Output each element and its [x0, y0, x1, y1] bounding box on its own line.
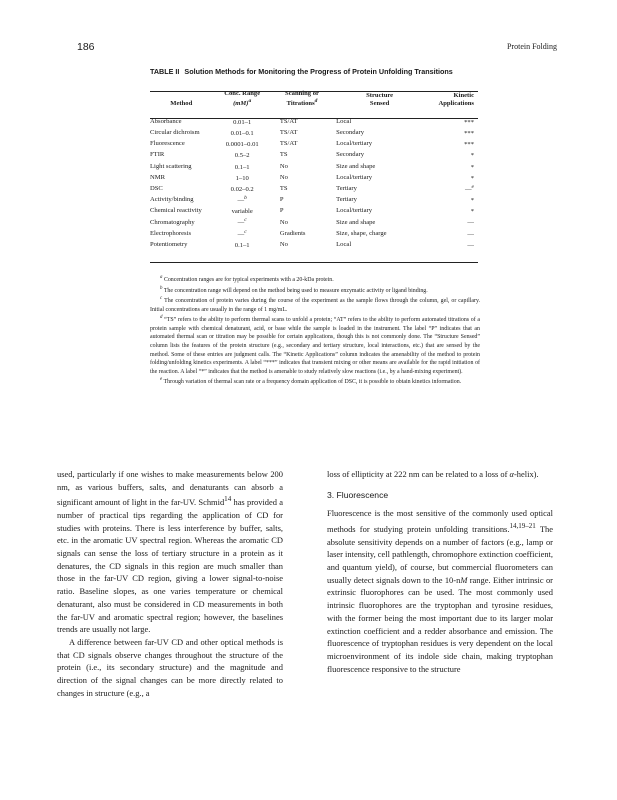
col-header-method: Method [170, 99, 193, 107]
cell-scanning: No [279, 218, 288, 226]
table-row [150, 228, 478, 239]
cell-method: Electrophoresis [150, 229, 192, 237]
cell-conc-range: —$^c$ [237, 217, 247, 227]
table-row [150, 216, 478, 227]
body-column-left [57, 468, 283, 699]
cell-structure: Local/tertiary [336, 140, 373, 148]
methods-table [150, 90, 478, 250]
cell-conc-range: 0.01–1 [233, 118, 252, 126]
cell-kinetic: —$^e$ [464, 183, 474, 194]
col-header-kinetic: Kinetic Applications [438, 92, 474, 107]
cell-kinetic: * [470, 208, 474, 216]
cell-method: Circular dichroism [150, 129, 200, 137]
body-paragraph: Fluorescence is the most sensitive of the commonly used optical methods for studying protein unfolding transitions.$^{14,19-21}$ The absolute sensitivity depends on a number of factors (e.g., lamp or laser intensity, cell pathlength, chromophore extinction coefficient, and quantum yield), of course, but commercial fluorometers can usually detect signals down to the 10-nM range. Either intrinsic or extrinsic fluorophores can be used. The most commonly used intrinsic fluorophores are the tryptophan and tyrosine residues, with the former being the most important due to its larger molar extinction coefficient and a redder absorbance and emission. The fluorescence of tryptophan residues is very dependent on the local microenvironment of its indole side chain, making tryptophan fluorescence responsive to the structure [327, 508, 553, 674]
cell-structure: Local [336, 117, 352, 125]
cell-structure: Secondary [336, 151, 364, 159]
col-header-structure: Structure Sensed [366, 92, 394, 107]
body-paragraph: used, particularly if one wishes to make measurements below 200 nm, as various buffers, salts, and denaturants can absorb a significant amount of light in the far-UV. Schmid$^{14}$ has provided a number of practical tips regarding the application of CD for studies with proteins. There is less interference by buffer, salts, etc. in the aromatic UV spectral region. Whereas the aromatic CD signals can sense the loss of tertiary structure in a protein as it denatures, the CD signals in this region are much smaller than those in the far-UV CD region, giving a lower signal-to-noise ratio. Baseline slopes, as one varies temperature or chemical denaturant, also must be considered in CD measurements in both the far-UV and aromatic spectral region; however, the baselines trends are usually not large. [57, 469, 283, 635]
table-row [150, 183, 478, 194]
cell-structure: Tertiary [336, 196, 357, 204]
cell-conc-range: 1–10 [235, 174, 249, 182]
cell-method: Chromatography [150, 218, 195, 226]
table-row [150, 149, 478, 160]
cell-method: Light scattering [150, 162, 192, 170]
table-bottom-rule [150, 262, 478, 263]
cell-scanning: No [279, 173, 288, 181]
col-header-conc-range: Conc. Range (mM)$^a$ [224, 90, 261, 107]
cell-conc-range: —$^c$ [237, 228, 247, 238]
cell-scanning: P [279, 207, 284, 215]
table-title: Solution Methods for Monitoring the Progress of Protein Unfolding Transitions [184, 67, 453, 76]
cell-structure: Tertiary [336, 185, 357, 192]
footnote: $^b$ The concentration range will depend on the method being used to measure enzymatic activity or ligand binding. [160, 285, 428, 294]
cell-structure: Local/tertiary [336, 173, 373, 181]
table-row [150, 127, 478, 138]
cell-kinetic: * [470, 174, 474, 182]
footnote: $^c$ The concentration of protein varies during the course of the experiment as the sample flows through the column, gel, or capillary. Initial concentrations are usually in the range of 1 mg/mL. [150, 296, 481, 313]
cell-kinetic: * [470, 197, 474, 205]
cell-scanning: TS [279, 185, 288, 192]
table-row [150, 205, 478, 216]
cell-scanning: Gradients [279, 229, 306, 237]
cell-kinetic: — [467, 230, 474, 238]
table-row [150, 239, 478, 250]
cell-kinetic: *** [464, 130, 474, 138]
table-row [150, 194, 478, 205]
cell-kinetic: *** [464, 118, 474, 126]
table-row [150, 161, 478, 172]
cell-method: Chemical reactivity [150, 207, 202, 215]
cell-method: Potentiometry [150, 240, 188, 248]
running-title: Protein Folding [506, 42, 557, 51]
cell-conc-range: 0.01–0.1 [230, 130, 254, 138]
cell-kinetic: * [470, 152, 474, 160]
footnote: $^a$ Concentration ranges are for typical experiments with a 20-kDa protein. [160, 275, 334, 283]
footnote: $^d$ “TS” refers to the ability to perform thermal scans to unfold a protein; “AT” refers to the ability to perform automated titrations of a protein sample with chemical denaturant, acid, or base while the sample is loaded in the instrument. The label “P” indicates that an automated thermal scan or titration may be possible for certain applications, though this is not commonly done. The “Structure Sensed” column lists the features of the protein structure (e.g., secondary and tertiary structure, local interactions, etc.) that are sensed by the method. Some of these entries are judgment calls. The “Kinetic Applications” column indicates the amenability of the method to protein folding/unfolding kinetics experiments. A label “***” indicates that transient mixing or other means are available for the rapid initiation of the reaction. A label “*” indicates that the method is amenable to study relatively slow reactions (i.e., by a hand-mixing experiment). [150, 315, 480, 375]
cell-method: Fluorescence [150, 140, 185, 148]
cell-method: Activity/binding [150, 196, 194, 204]
table-header-row [150, 90, 478, 108]
cell-scanning: TS/AT [279, 117, 298, 125]
section-heading: 3. Fluorescence [327, 489, 389, 500]
cell-structure: Local [336, 240, 352, 248]
body-paragraph: loss of ellipticity at 222 nm can be related to a loss of α-helix). [327, 469, 539, 479]
cell-structure: Size and shape [336, 218, 376, 226]
page-number: 186 [77, 41, 95, 53]
cell-structure: Size, shape, charge [336, 229, 387, 237]
cell-conc-range: 0.5–2 [234, 152, 250, 160]
cell-scanning: P [279, 196, 284, 204]
footnote: $^e$ Through variation of thermal scan rate or a frequency domain application of DSC, it is possible to obtain kinetics information. [160, 377, 462, 386]
table-header-rule [150, 118, 478, 119]
cell-scanning: No [279, 240, 288, 248]
cell-kinetic: * [470, 163, 474, 171]
cell-conc-range: 0.0001–0.01 [225, 141, 259, 149]
cell-conc-range: 0.1–1 [234, 163, 250, 171]
table-caption [150, 67, 480, 77]
body-paragraph: A difference between far-UV CD and other optical methods is that CD signals observe changes throughout the structure of the protein (i.e., its secondary structure) and the magnitude and direction of the signal changes can be more directly related to changes in structure (e.g., a [57, 636, 283, 698]
cell-conc-range: —$^b$ [237, 195, 247, 205]
table-footnotes [150, 274, 480, 387]
table-label: TABLE II [150, 67, 180, 76]
table-row [150, 172, 478, 183]
cell-scanning: TS/AT [279, 140, 298, 148]
cell-scanning: TS [279, 151, 288, 159]
body-column-right [327, 468, 553, 675]
cell-scanning: No [279, 162, 288, 170]
cell-kinetic: — [467, 219, 474, 227]
cell-kinetic: — [467, 242, 474, 250]
cell-method: NMR [150, 173, 166, 181]
table-row [150, 138, 478, 149]
cell-method: Absorbance [150, 117, 182, 125]
cell-conc-range: 0.1–1 [234, 242, 250, 250]
cell-conc-range: variable [231, 208, 253, 216]
cell-method: FTIR [150, 151, 165, 159]
cell-structure: Secondary [336, 129, 364, 137]
cell-structure: Size and shape [336, 162, 376, 170]
cell-method: DSC [150, 185, 163, 192]
cell-conc-range: 0.02–0.2 [230, 186, 254, 194]
cell-kinetic: *** [464, 141, 474, 149]
cell-structure: Local/tertiary [336, 207, 373, 215]
cell-scanning: TS/AT [279, 129, 298, 137]
col-header-scanning: Scanning or Titrations$^d$ [285, 90, 319, 107]
